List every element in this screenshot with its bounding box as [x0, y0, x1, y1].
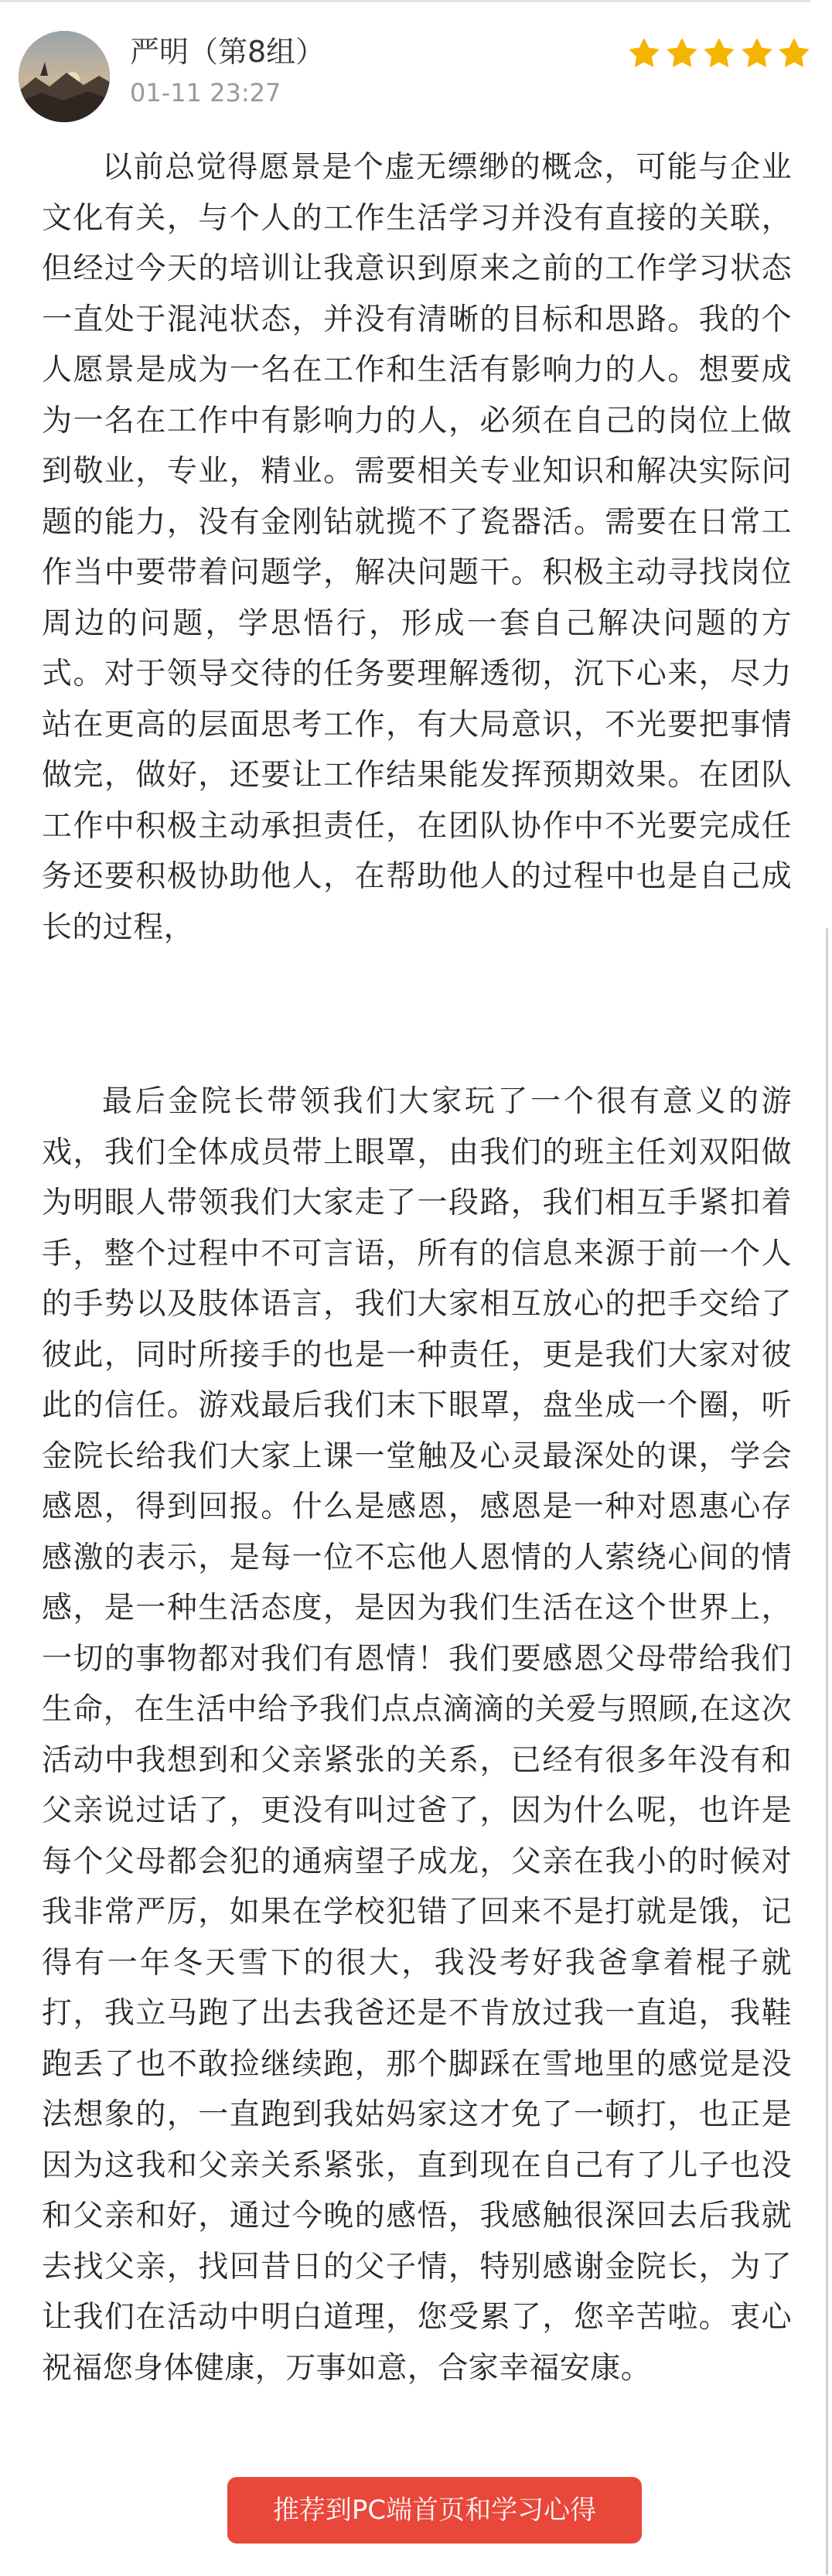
- post-timestamp: 01-11 23:27: [130, 78, 281, 107]
- post-paragraph-1: 以前总觉得愿景是个虚无缥缈的概念，可能与企业文化有关，与个人的工作生活学习并没有直接的关联，但经过今天的培训让我意识到原来之前的工作学习状态一直处于混沌状态，并没有清晰的目标和思路。我的个人愿景是成为一名在工作和生活有影响力的人。想要成为一名在工作中有影响力的人，必须在自己的岗位上做到敬业，专业，精业。需要相关专业知识和解决实际问题的能力，没有金刚钻就揽不了瓷器活。需要在日常工作当中要带着问题学，解决问题干。积极主动寻找岗位周边的问题，学思悟行，形成一套自己解决问题的方式。对于领导交待的任务要理解透彻，沉下心来，尽力站在更高的层面思考工作，有大局意识，不光要把事情做完，做好，还要让工作结果能发挥预期效果。在团队工作中积极主动承担责任，在团队协作中不光要完成任务还要积极协助他人，在帮助他人的过程中也是自己成长的过程，: [42, 150, 792, 945]
- post-body: [42, 142, 792, 2393]
- post-header: [0, 26, 832, 127]
- avatar-landscape-image: [19, 31, 110, 122]
- author-name[interactable]: 严明（第8组）: [130, 35, 326, 69]
- avatar[interactable]: [19, 31, 110, 122]
- recommend-to-pc-button[interactable]: 推荐到PC端首页和学习心得: [227, 2477, 642, 2544]
- star-icon: [703, 37, 735, 70]
- paragraph-spacer: [42, 953, 792, 1076]
- star-icon: [628, 37, 660, 70]
- post-paragraph-2: 最后金院长带领我们大家玩了一个很有意义的游戏，我们全体成员带上眼罩，由我们的班主任刘双阳做为明眼人带领我们大家走了一段路，我们相互手紧扣着手，整个过程中不可言语，所有的信息来源于前一个人的手势以及肢体语言，我们大家相互放心的把手交给了彼此，同时所接手的也是一种责任，更是我们大家对彼此的信任。游戏最后我们末下眼罩，盘坐成一个圈，听金院长给我们大家上课一堂触及心灵最深处的课，学会感恩，得到回报。什么是感恩，感恩是一种对恩惠心存感激的表示，是每一位不忘他人恩情的人萦绕心间的情感，是一种生活态度，是因为我们生活在这个世界上，一切的事物都对我们有恩情！我们要感恩父母带给我们生命，在生活中给予我们点点滴滴的关爱与照顾,在这次活动中我想到和父亲紧张的关系，已经有很多年没有和父亲说过话了，更没有叫过爸了，因为什么呢，也许是每个父母都会犯的通病望子成龙，父亲在我小的时候对我非常严厉，如果在学校犯错了回来不是打就是饿，记得有一年冬天雪下的很大，我没考好我爸拿着棍子就打，我立马跑了出去我爸还是不肯放过我一直追，我鞋跑丢了也不敢捡继续跑，那个脚踩在雪地里的感觉是没法想象的，一直跑到我姑妈家这才免了一顿打，也正是因为这我和父亲关系紧张，直到现在自己有了儿子也没和父亲和好，通过今晚的感悟，我感触很深回去后我就去找父亲，找回昔日的父子情，特别感谢金院长，为了让我们在活动中明白道理，您受累了，您辛苦啦。衷心祝福您身体健康，万事如意，合家幸福安康。: [42, 1084, 792, 2386]
- top-divider: [0, 0, 810, 2]
- scrollbar[interactable]: [826, 928, 828, 2575]
- star-icon: [741, 37, 773, 70]
- star-icon: [666, 37, 698, 70]
- star-icon: [778, 37, 810, 70]
- star-rating: [628, 37, 810, 71]
